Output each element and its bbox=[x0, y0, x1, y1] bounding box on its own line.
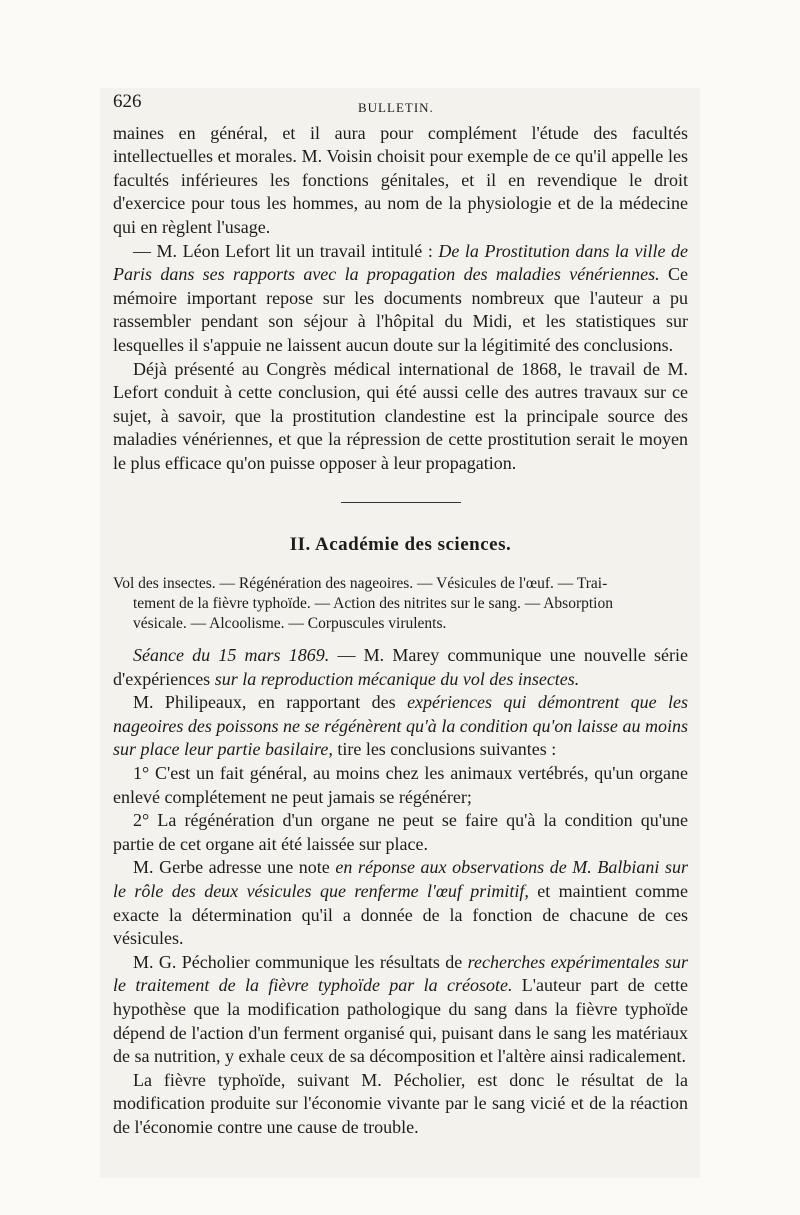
paragraph-lefort-conclusion: Déjà présenté au Congrès médical international de 1868, le travail de M. Lefort conduit à cette conclusion, qui été aussi celle des autres travaux sur ce sujet, à savoir, que la prostitution clandestine est la principale source des maladies vénériennes, et que la répression de cette prostitution serait le moyen le plus efficace qu'on puisse opposer à leur propagation. bbox=[113, 358, 688, 473]
paragraph-philipeaux: M. Philipeaux, en rapportant des expériences qui démontrent que les nageoires des poissons ne se régénèrent qu'à la condition qu'on laisse au moins sur place leur partie basilaire, tire les conclusions suivantes : bbox=[113, 692, 688, 760]
text-column bbox=[113, 90, 688, 1140]
page-number: 626 bbox=[113, 91, 142, 112]
seance-date: Séance du 15 mars 1869. bbox=[133, 645, 330, 666]
running-title: BULLETIN. bbox=[358, 100, 434, 115]
paragraph-gerbe: M. Gerbe adresse une note en réponse aux observations de M. Balbiani sur le rôle des deux vésicules que renferme l'œuf primitif, et maintient comme exacte la détermination qu'il a donnée de la fonction de chacune de ces vésicules. bbox=[113, 857, 688, 949]
section-summary: Vol des insectes. — Régénération des nageoires. — Vésicules de l'œuf. — Trai- tement de la fièvre typhoïde. — Action des nitrites sur le sang. — Absorption vésicale. — Alcoolisme. — Corpuscules virulents. bbox=[113, 575, 613, 633]
section-heading: II. Académie des sciences. bbox=[289, 533, 512, 555]
paragraph-lefort: — M. Léon Lefort lit un travail intitulé : De la Prostitution dans la ville de Paris dans ses rapports avec la propagation des maladies vénériennes. Ce mémoire important repose sur les documents nombreux que l'auteur a pu rassembler pendant son séjour à l'hôpital du Midi, et les statistiques sur lesquelles il s'appuie ne laissent aucun doute sur la légitimité des conclusions. bbox=[113, 240, 689, 355]
section-divider bbox=[341, 502, 461, 503]
paragraph-seance: Séance du 15 mars 1869. — M. Marey communique une nouvelle série d'expériences sur la reproduction mécanique du vol des insectes. bbox=[113, 645, 688, 689]
paragraph-pecholier: M. G. Pécholier communique les résultats de recherches expérimentales sur le traitement de la fièvre typhoïde par la créosote. L'auteur part de cette hypothèse que la modification pathologique du sang dans la fièvre typhoïde dépend de l'action d'un ferment organisé qui, puisant dans le sang les matériaux de sa nutrition, y exhale ceux de sa décomposition et l'altère ainsi radicalement. bbox=[113, 951, 689, 1067]
conclusion-2: 2° La régénération d'un organe ne peut se faire qu'à la condition qu'une partie de cet organe ait été laissée sur place. bbox=[113, 810, 688, 854]
paragraph-fievre-typhoide: La fièvre typhoïde, suivant M. Pécholier, est donc le résultat de la modification produite sur l'économie vivante par le sang vicié et de la réaction de l'économie contre une cause de trouble. bbox=[113, 1069, 688, 1137]
conclusion-1: 1° C'est un fait général, au moins chez les animaux vertébrés, qu'un organe enlevé complétement ne peut jamais se régénérer; bbox=[113, 763, 688, 807]
paragraph-voisin: maines en général, et il aura pour complément l'étude des facultés intellectuelles et morales. M. Voisin choisit pour exemple de ce qu'il appelle les facultés inférieures les fonctions génitales, et il en revendique le droit d'exercice pour tous les hommes, au nom de la physiologie et de la médecine qui en règlent l'usage. bbox=[113, 122, 688, 237]
running-header bbox=[113, 90, 688, 114]
lefort-work-title: De la Prostitution dans la ville de Paris dans ses rapports avec la propagation des maladies vénériennes. bbox=[113, 240, 688, 285]
